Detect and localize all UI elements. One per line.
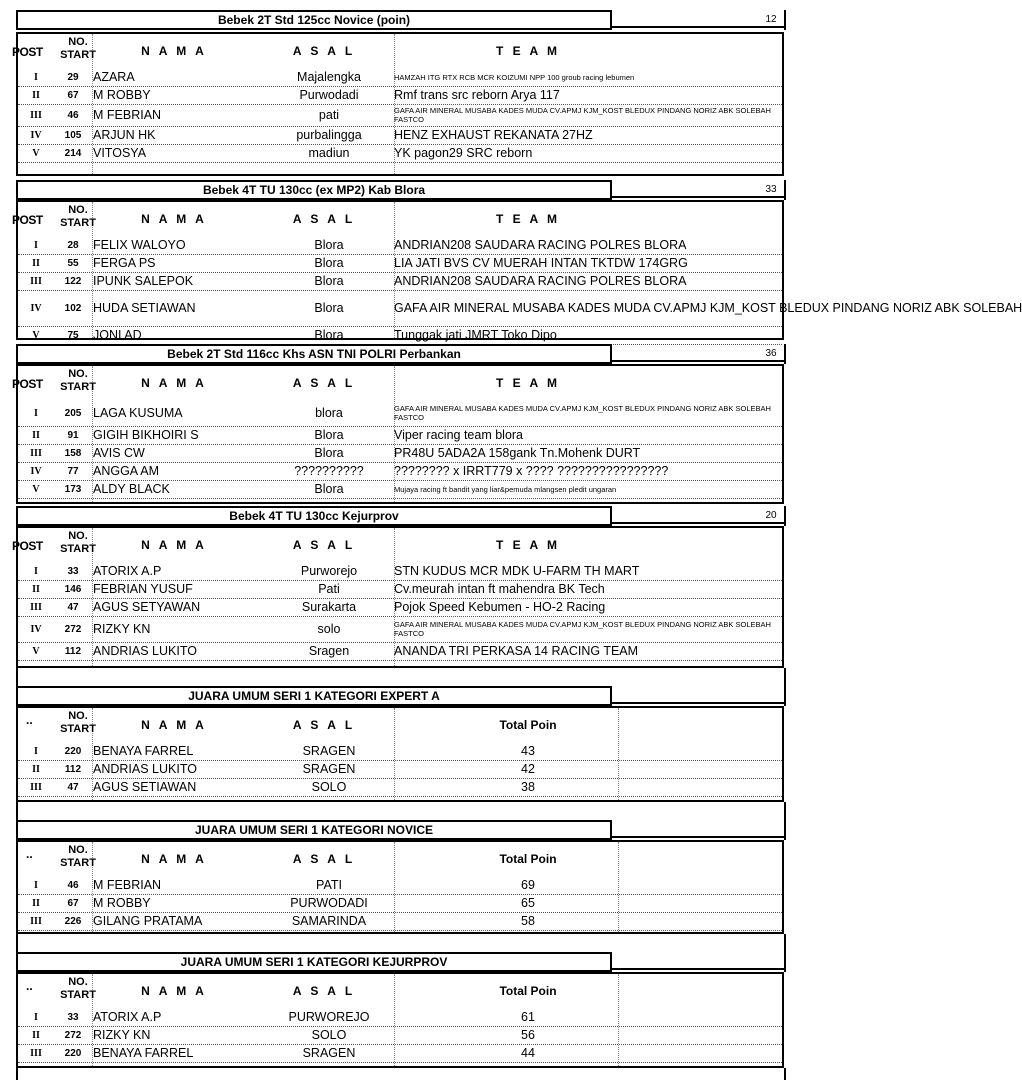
table-row (18, 326, 782, 345)
cell-asal: Blora (314, 446, 344, 460)
cell-asal: madiun (308, 146, 350, 160)
header-asal: A S A L (292, 852, 356, 866)
cell-pos: I (34, 71, 38, 83)
title-rule (612, 836, 786, 838)
header-no-start: NO. START (60, 976, 96, 1001)
right-rule (784, 10, 786, 30)
cell-no-start: 33 (67, 565, 79, 577)
header-pos: .. (26, 847, 33, 861)
cell-pos: III (30, 447, 42, 459)
right-rule (784, 952, 786, 972)
right-rule (784, 344, 786, 364)
table-row (18, 1008, 782, 1027)
table-row (18, 462, 782, 481)
cell-pos: II (32, 1029, 40, 1041)
header-nama: N A M A (141, 376, 207, 390)
header-team: T E A M (495, 376, 561, 390)
table-row (18, 912, 782, 931)
cell-asal: SAMARINDA (291, 914, 367, 928)
cell-pos: IV (30, 623, 42, 635)
entry-count: 36 (765, 348, 777, 359)
cell-asal: Blora (314, 428, 344, 442)
results-table (12, 32, 784, 176)
cell-asal: ?????????? (294, 464, 364, 478)
entry-count: 20 (765, 510, 777, 521)
cell-no-start: 112 (64, 763, 82, 775)
table-row (18, 444, 782, 463)
table-row (18, 876, 782, 895)
cell-nama: ANGGA AM (93, 464, 159, 478)
cell-asal: SRAGEN (302, 1046, 356, 1060)
cell-team: Tunggak jati JMRT Toko Dipo (394, 328, 557, 342)
results-table (12, 526, 784, 668)
cell-asal: PATI (316, 878, 342, 892)
cell-nama: VITOSYA (93, 146, 147, 160)
header-pos: .. (26, 979, 33, 993)
cell-no-start: 77 (67, 465, 79, 477)
right-rule (784, 686, 786, 706)
cell-team: Mujaya racing ft bandit yang liar&pemuda mlangsen pledit ungaran (394, 484, 617, 494)
table-header (18, 708, 782, 742)
header-total-poin: Total Poin (499, 718, 557, 732)
cell-team: Cv.meurah intan ft mahendra BK Tech (394, 582, 605, 596)
cell-no-start: 28 (67, 239, 79, 251)
cell-asal: Purworejo (300, 564, 358, 578)
table-row (18, 1026, 782, 1045)
cell-pos: I (34, 565, 38, 577)
table-header (12, 366, 782, 400)
cell-no-start: 33 (67, 1011, 79, 1023)
cell-asal: Majalengka (297, 70, 361, 84)
right-rule (784, 506, 786, 526)
cell-nama: M FEBRIAN (93, 108, 162, 122)
cell-no-start: 29 (67, 71, 79, 83)
cell-asal: Blora (314, 328, 344, 342)
cell-pos: II (32, 583, 40, 595)
cell-pos: III (30, 1047, 42, 1059)
cell-nama: GIGIH BIKHOIRI S (93, 428, 199, 442)
cell-asal: Blora (314, 301, 344, 315)
cell-nama: RIZKY KN (93, 1028, 151, 1042)
cell-no-start: 214 (64, 147, 82, 159)
header-no-start: NO. START (60, 844, 96, 869)
cell-nama: AVIS CW (93, 446, 145, 460)
header-pos: POST (12, 539, 43, 553)
cell-pos: II (32, 429, 40, 441)
cell-no-start: 158 (64, 447, 82, 459)
header-team: T E A M (495, 212, 561, 226)
header-nama: N A M A (141, 212, 207, 226)
cell-no-start: 272 (64, 1029, 82, 1041)
entry-count: 33 (765, 184, 777, 195)
cell-asal: Pati (318, 582, 340, 596)
cell-pos: I (34, 239, 38, 251)
cell-no-start: 146 (64, 583, 82, 595)
cell-total-poin: 65 (521, 896, 535, 910)
header-asal: A S A L (292, 212, 356, 226)
cell-team: GAFA AIR MINERAL MUSABA KADES MUDA CV.APMJ KJM_KOST BLEDUX PINDANG NORIZ ABK SOLEBAH FASTCO (394, 404, 771, 422)
cell-asal: Surakarta (301, 600, 357, 614)
left-rule (16, 802, 18, 820)
cell-nama: LAGA KUSUMA (93, 406, 183, 420)
right-rule (784, 820, 786, 840)
standings-table (16, 706, 784, 802)
cell-no-start: 67 (67, 89, 79, 101)
cell-total-poin: 44 (521, 1046, 535, 1060)
cell-team: LIA JATI BVS CV MUERAH INTAN TKTDW 174GRG (394, 256, 688, 270)
table-row (18, 894, 782, 913)
cell-total-poin: 56 (521, 1028, 535, 1042)
table-row (18, 144, 782, 163)
cell-team: ANDRIAN208 SAUDARA RACING POLRES BLORA (394, 238, 687, 252)
race-section (0, 344, 800, 504)
cell-no-start: 272 (64, 623, 82, 635)
cell-nama: ANDRIAS LUKITO (93, 762, 197, 776)
table-header (12, 202, 782, 236)
race-section (0, 10, 800, 176)
table-row (18, 126, 782, 145)
title-rule (612, 702, 786, 704)
right-rule (784, 802, 786, 820)
cell-team: HENZ EXHAUST REKANATA 27HZ (394, 128, 593, 142)
cell-no-start: 46 (67, 879, 79, 891)
cell-pos: II (32, 763, 40, 775)
cell-pos: V (32, 645, 40, 657)
cell-asal: Blora (314, 274, 344, 288)
cell-team: ANDRIAN208 SAUDARA RACING POLRES BLORA (394, 274, 687, 288)
right-rule (784, 1068, 786, 1080)
table-row (18, 778, 782, 797)
table-row (18, 1044, 782, 1063)
section-title: Bebek 4T TU 130cc (ex MP2) Kab Blora (16, 180, 612, 200)
cell-no-start: 91 (67, 429, 79, 441)
cell-pos: III (30, 915, 42, 927)
header-asal: A S A L (292, 984, 356, 998)
cell-nama: ARJUN HK (93, 128, 156, 142)
cell-no-start: 173 (64, 483, 82, 495)
cell-no-start: 112 (64, 645, 82, 657)
header-pos: POST (12, 213, 43, 227)
cell-no-start: 205 (64, 407, 82, 419)
cell-nama: FELIX WALOYO (93, 238, 186, 252)
section-title: Bebek 4T TU 130cc Kejurprov (16, 506, 612, 526)
table-row (18, 480, 782, 499)
table-row (18, 562, 782, 581)
cell-total-poin: 69 (521, 878, 535, 892)
table-row (18, 426, 782, 445)
cell-team: HAMZAH ITG RTX RCB MCR KOIZUMI NPP 100 groub racing lebumen (394, 72, 635, 82)
cell-no-start: 75 (67, 329, 79, 341)
cell-total-poin: 42 (521, 762, 535, 776)
header-nama: N A M A (141, 44, 207, 58)
cell-team: GAFA AIR MINERAL MUSABA KADES MUDA CV.APMJ KJM_KOST BLEDUX PINDANG NORIZ ABK SOLEBAH FASTCO (394, 620, 771, 638)
cell-pos: V (32, 329, 40, 341)
cell-nama: AGUS SETIAWAN (93, 780, 197, 794)
cell-pos: I (34, 407, 38, 419)
cell-pos: III (30, 601, 42, 613)
left-rule (16, 1068, 18, 1080)
cell-nama: ALDY BLACK (93, 482, 170, 496)
cell-nama: BENAYA FARREL (93, 744, 194, 758)
table-header (18, 842, 782, 876)
cell-pos: I (34, 879, 38, 891)
header-nama: N A M A (141, 852, 207, 866)
cell-nama: GILANG PRATAMA (93, 914, 203, 928)
right-rule (784, 934, 786, 952)
section-title: Bebek 2T Std 125cc Novice (poin) (16, 10, 612, 30)
cell-nama: RIZKY KN (93, 622, 151, 636)
cell-team: YK pagon29 SRC reborn (394, 146, 533, 160)
cell-no-start: 105 (64, 129, 82, 141)
cell-nama: AGUS SETYAWAN (93, 600, 201, 614)
header-total-poin: Total Poin (499, 984, 557, 998)
standings-section (0, 686, 800, 802)
cell-no-start: 46 (67, 109, 79, 121)
entry-count: 12 (765, 14, 777, 25)
table-row (18, 642, 782, 661)
header-pos: POST (12, 377, 43, 391)
race-section (0, 180, 1022, 342)
cell-asal: Purwodadi (299, 88, 359, 102)
cell-team: STN KUDUS MCR MDK U-FARM TH MART (394, 564, 640, 578)
cell-asal: SRAGEN (302, 762, 356, 776)
cell-nama: BENAYA FARREL (93, 1046, 194, 1060)
cell-asal: solo (317, 622, 341, 636)
header-asal: A S A L (292, 44, 356, 58)
header-no-start: NO. START (60, 36, 96, 61)
table-header (12, 34, 782, 68)
header-no-start: NO. START (60, 530, 96, 555)
table-header (12, 528, 782, 562)
header-asal: A S A L (292, 376, 356, 390)
cell-asal: blora (315, 406, 343, 420)
cell-nama: FEBRIAN YUSUF (93, 582, 193, 596)
table-row (18, 400, 782, 427)
header-total-poin: Total Poin (499, 852, 557, 866)
table-row (18, 86, 782, 105)
title-rule (612, 968, 786, 970)
cell-pos: IV (30, 465, 42, 477)
cell-pos: V (32, 483, 40, 495)
header-nama: N A M A (141, 984, 207, 998)
section-title: JUARA UMUM SERI 1 KATEGORI KEJURPROV (16, 952, 612, 972)
cell-no-start: 122 (64, 275, 82, 287)
left-rule (16, 668, 18, 686)
cell-team: Viper racing team blora (394, 428, 524, 442)
results-table (12, 200, 1022, 342)
table-row (18, 616, 782, 643)
header-asal: A S A L (292, 718, 356, 732)
cell-pos: II (32, 257, 40, 269)
cell-asal: PURWOREJO (288, 1010, 370, 1024)
header-nama: N A M A (141, 538, 207, 552)
cell-no-start: 47 (67, 601, 79, 613)
table-header (18, 974, 782, 1008)
cell-asal: pati (318, 108, 340, 122)
cell-no-start: 102 (64, 302, 82, 314)
cell-pos: IV (30, 302, 42, 314)
cell-team: ANANDA TRI PERKASA 14 RACING TEAM (394, 644, 639, 658)
header-team: T E A M (495, 44, 561, 58)
cell-nama: ATORIX A.P (93, 564, 162, 578)
right-rule (784, 668, 786, 686)
cell-nama: M ROBBY (93, 88, 151, 102)
cell-nama: IPUNK SALEPOK (93, 274, 194, 288)
cell-no-start: 220 (64, 1047, 82, 1059)
header-no-start: NO. START (60, 710, 96, 735)
cell-no-start: 220 (64, 745, 82, 757)
table-row (18, 68, 782, 87)
section-title: JUARA UMUM SERI 1 KATEGORI EXPERT A (16, 686, 612, 706)
table-row (18, 236, 782, 255)
left-rule (16, 934, 18, 952)
cell-nama: AZARA (93, 70, 135, 84)
cell-nama: M FEBRIAN (93, 878, 162, 892)
standings-table (16, 972, 784, 1068)
section-title: JUARA UMUM SERI 1 KATEGORI NOVICE (16, 820, 612, 840)
cell-no-start: 67 (67, 897, 79, 909)
cell-asal: Blora (314, 256, 344, 270)
right-rule (784, 180, 786, 200)
header-no-start: NO. START (60, 368, 96, 393)
cell-pos: I (34, 745, 38, 757)
cell-no-start: 226 (64, 915, 82, 927)
cell-nama: ANDRIAS LUKITO (93, 644, 197, 658)
cell-pos: III (30, 109, 42, 121)
table-row (18, 254, 782, 273)
cell-team: PR48U 5ADA2A 158gank Tn.Mohenk DURT (394, 446, 641, 460)
cell-asal: SOLO (311, 1028, 347, 1042)
cell-pos: V (32, 147, 40, 159)
header-asal: A S A L (292, 538, 356, 552)
cell-nama: HUDA SETIAWAN (93, 301, 196, 315)
header-team: T E A M (495, 538, 561, 552)
table-row (18, 104, 782, 127)
section-title: Bebek 2T Std 116cc Khs ASN TNI POLRI Perbankan (16, 344, 612, 364)
cell-team: GAFA AIR MINERAL MUSABA KADES MUDA CV.APMJ KJM_KOST BLEDUX PINDANG NORIZ ABK SOLEBAH FASTCO (394, 106, 771, 124)
cell-pos: III (30, 781, 42, 793)
results-table (12, 364, 784, 504)
cell-pos: IV (30, 129, 42, 141)
cell-asal: Blora (314, 238, 344, 252)
cell-asal: Sragen (308, 644, 350, 658)
cell-total-poin: 61 (521, 1010, 535, 1024)
cell-total-poin: 38 (521, 780, 535, 794)
race-section (0, 506, 800, 668)
cell-pos: III (30, 275, 42, 287)
cell-no-start: 47 (67, 781, 79, 793)
cell-nama: FERGA PS (93, 256, 156, 270)
cell-team: GAFA AIR MINERAL MUSABA KADES MUDA CV.APMJ KJM_KOST BLEDUX PINDANG NORIZ ABK SOLEBAH (394, 301, 1022, 315)
header-pos: POST (12, 45, 43, 59)
header-no-start: NO. START (60, 204, 96, 229)
table-row (18, 580, 782, 599)
table-row (18, 290, 1022, 327)
table-row (18, 598, 782, 617)
header-pos: .. (26, 713, 33, 727)
cell-total-poin: 43 (521, 744, 535, 758)
cell-asal: PURWODADI (290, 896, 368, 910)
table-row (18, 272, 782, 291)
standings-section (0, 820, 800, 934)
table-row (18, 760, 782, 779)
cell-asal: Blora (314, 482, 344, 496)
table-row (18, 742, 782, 761)
header-nama: N A M A (141, 718, 207, 732)
cell-asal: purbalingga (296, 128, 362, 142)
cell-pos: II (32, 897, 40, 909)
cell-nama: JONI AD (93, 328, 142, 342)
cell-total-poin: 58 (521, 914, 535, 928)
cell-nama: M ROBBY (93, 896, 151, 910)
cell-team: Pojok Speed Kebumen - HO-2 Racing (394, 600, 606, 614)
cell-nama: ATORIX A.P (93, 1010, 162, 1024)
cell-asal: SOLO (311, 780, 347, 794)
cell-asal: SRAGEN (302, 744, 356, 758)
standings-section (0, 952, 800, 1068)
standings-table (16, 840, 784, 934)
cell-no-start: 55 (67, 257, 79, 269)
cell-pos: I (34, 1011, 38, 1023)
cell-pos: II (32, 89, 40, 101)
cell-team: ???????? x IRRT779 x ???? ???????????????? (394, 464, 669, 478)
cell-team: Rmf trans src reborn Arya 117 (394, 88, 560, 102)
